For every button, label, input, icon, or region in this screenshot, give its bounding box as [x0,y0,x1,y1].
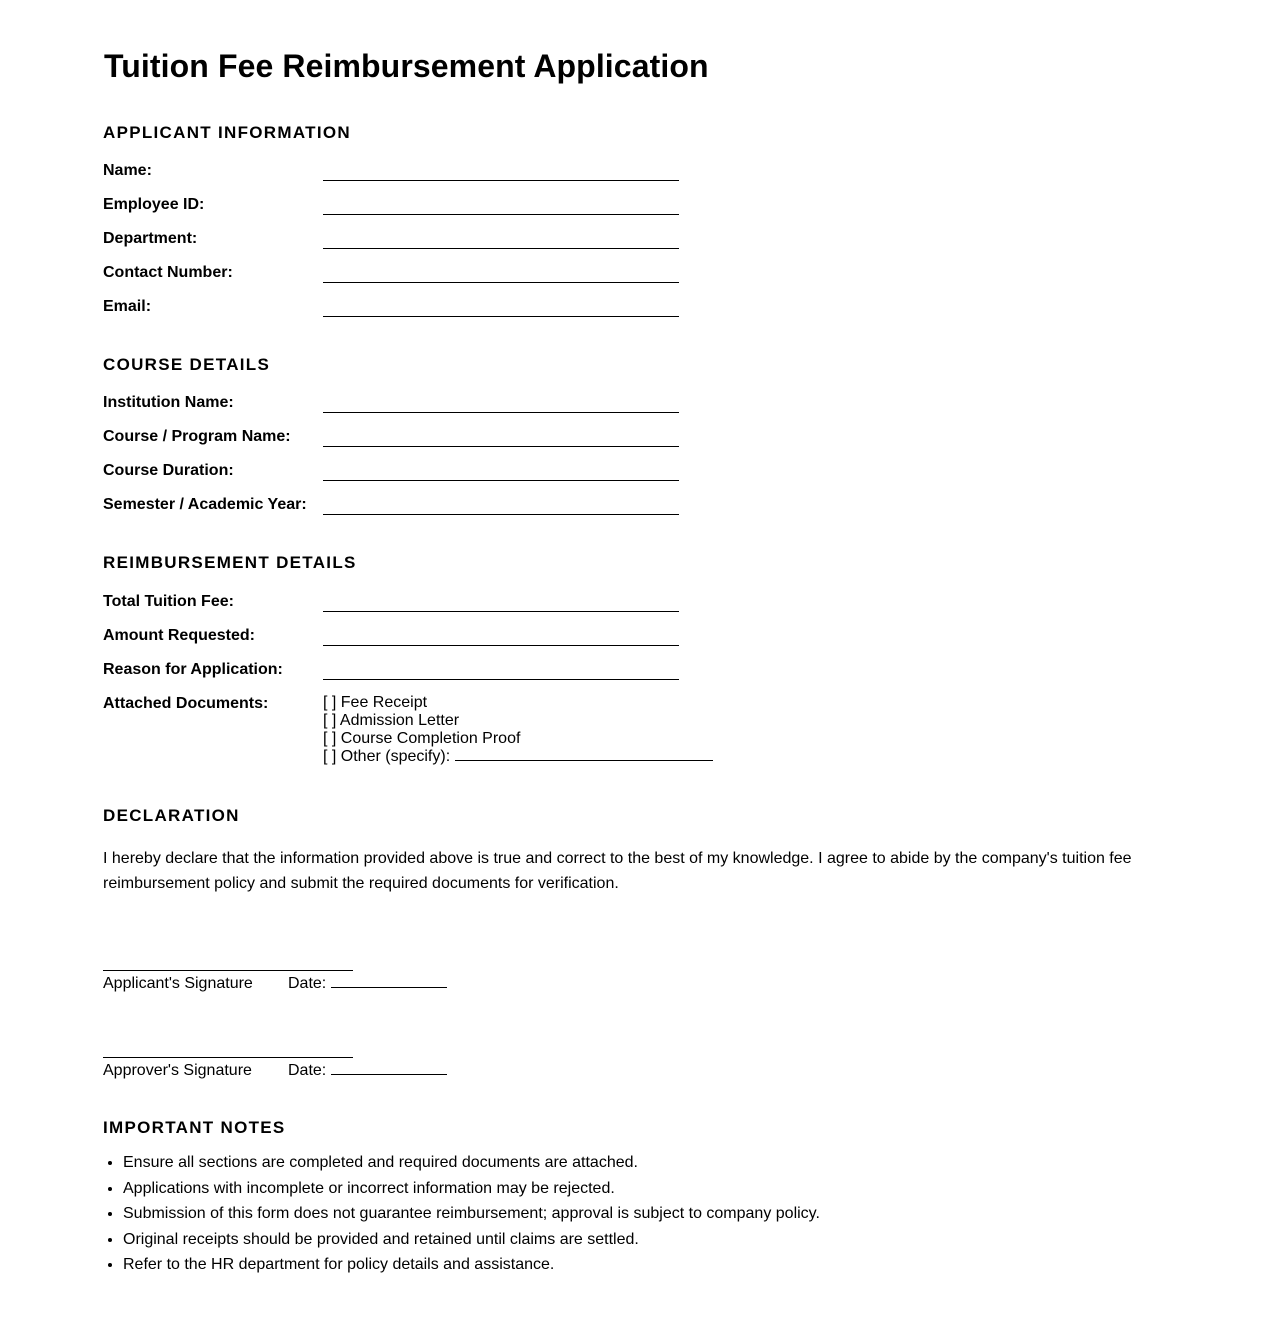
document-checkbox-other[interactable] [323,748,713,766]
document-checkbox-course-completion-proof[interactable]: [ ] Course Completion Proof [323,730,521,747]
amount-requested-input-line[interactable] [323,645,679,646]
email-input-line[interactable] [323,316,679,317]
approver-date-input-line[interactable] [331,1062,447,1075]
field-employee-id [103,196,803,220]
field-label: Contact Number: [103,264,233,281]
employee-id-input-line[interactable] [323,214,679,215]
field-department [103,230,803,254]
list-item: • Original receipts should be provided and retained until claims are settled. [123,1227,820,1253]
course-program-name-input-line[interactable] [323,446,679,447]
applicant-signature-row [103,975,447,993]
total-tuition-fee-input-line[interactable] [323,611,679,612]
field-label: Semester / Academic Year: [103,496,307,513]
field-course-program-name [103,428,803,452]
field-reason-for-application [103,661,803,685]
list-item: • Submission of this form does not guarantee reimbursement; approval is subject to company policy. [123,1201,820,1227]
field-course-duration [103,462,803,486]
document-other-label: [ ] Other (specify): [323,748,451,765]
semester-academic-year-input-line[interactable] [323,514,679,515]
section-heading-course: COURSE DETAILS [103,355,271,374]
department-input-line[interactable] [323,248,679,249]
list-item: • Ensure all sections are completed and required documents are attached. [123,1150,820,1176]
field-label: Institution Name: [103,394,234,411]
field-label: Attached Documents: [103,695,269,712]
section-heading-declaration: DECLARATION [103,806,240,825]
field-label: Course / Program Name: [103,428,291,445]
attached-documents-list [323,694,713,766]
contact-number-input-line[interactable] [323,282,679,283]
field-label: Amount Requested: [103,627,255,644]
section-heading-notes: IMPORTANT NOTES [103,1118,286,1137]
field-name [103,162,803,186]
name-input-line[interactable] [323,180,679,181]
list-item: • Refer to the HR department for policy details and assistance. [123,1252,820,1278]
field-label: Department: [103,230,198,247]
field-contact-number [103,264,803,288]
date-label: Date: [288,975,327,992]
approver-signature-label: Approver's Signature [103,1062,252,1079]
field-label: Employee ID: [103,196,205,213]
declaration-text: I hereby declare that the information provided above is true and correct to the best of my knowledge. I agree to abide by the company's tuition fee reimbursement policy and submit the required documents for verification. [103,850,1132,892]
applicant-signature-line[interactable] [103,970,353,971]
field-label: Course Duration: [103,462,234,479]
field-total-tuition-fee [103,593,803,617]
document-checkbox-admission-letter[interactable]: [ ] Admission Letter [323,712,460,729]
section-heading-applicant: APPLICANT INFORMATION [103,123,351,142]
page-title: Tuition Fee Reimbursement Application [104,48,709,84]
field-semester-academic-year [103,496,803,520]
date-label: Date: [288,1062,327,1079]
course-duration-input-line[interactable] [323,480,679,481]
field-label: Reason for Application: [103,661,283,678]
field-email [103,298,803,322]
field-label: Email: [103,298,152,315]
field-label: Total Tuition Fee: [103,593,234,610]
approver-signature-line[interactable] [103,1057,353,1058]
field-institution-name [103,394,803,418]
notes-list [103,1150,820,1278]
field-amount-requested [103,627,803,651]
applicant-date-input-line[interactable] [331,975,447,988]
reason-for-application-input-line[interactable] [323,679,679,680]
applicant-signature-label: Applicant's Signature [103,975,253,992]
field-label: Name: [103,162,152,179]
section-heading-reimbursement: REIMBURSEMENT DETAILS [103,553,357,572]
other-specify-input-line[interactable] [455,748,713,761]
document-checkbox-fee-receipt[interactable]: [ ] Fee Receipt [323,694,428,711]
list-item: • Applications with incomplete or incorrect information may be rejected. [123,1176,820,1202]
approver-signature-row [103,1062,447,1080]
institution-name-input-line[interactable] [323,412,679,413]
